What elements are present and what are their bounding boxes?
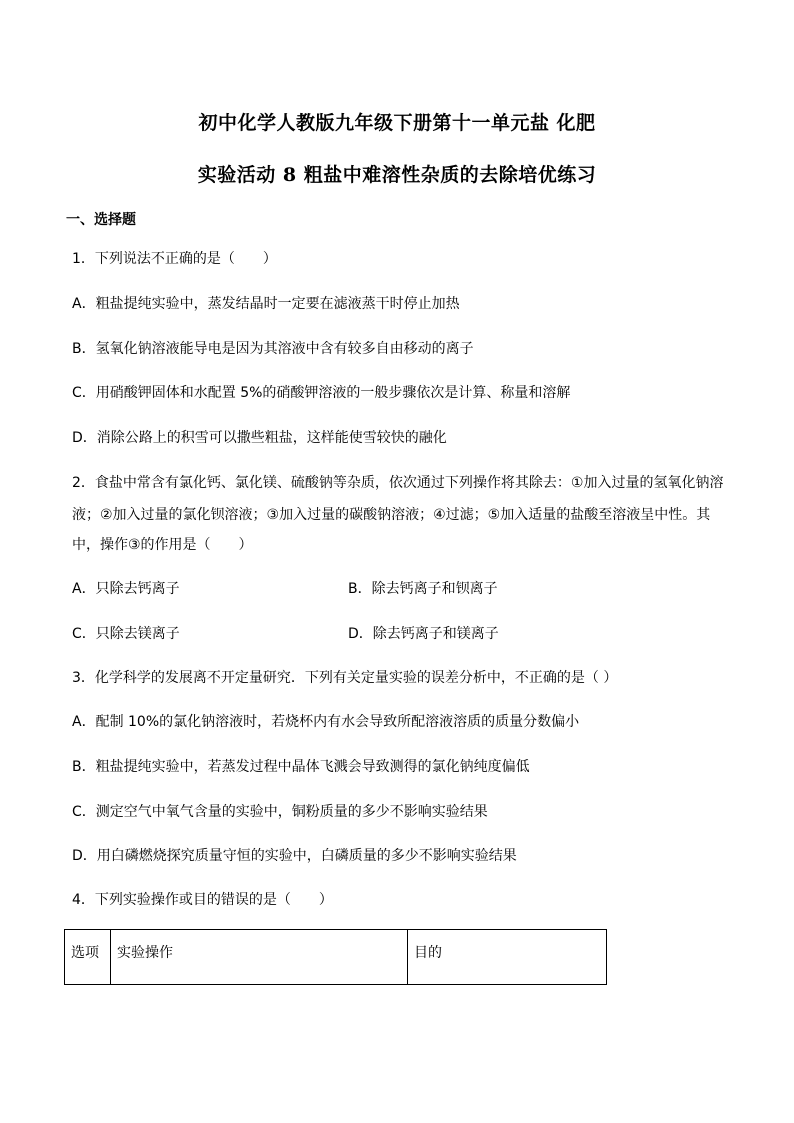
q1-option-b: B．氢氧化钠溶液能导电是因为其溶液中含有较多自由移动的离子: [72, 341, 474, 357]
q2-stem-line-3: 中，操作③的作用是（ ）: [72, 537, 253, 553]
table-header-row: [65, 930, 607, 985]
q1-option-d: D．消除公路上的积雪可以撒些粗盐，这样能使雪较快的融化: [72, 430, 447, 446]
q3-option-c: C．测定空气中氧气含量的实验中，铜粉质量的多少不影响实验结果: [72, 804, 488, 820]
q3-stem: 3．化学科学的发展离不开定量研究．下列有关定量实验的误差分析中，不正确的是（ ）: [72, 670, 618, 686]
q2-option-b: B．除去钙离子和钡离子: [348, 581, 498, 597]
q4-table: [64, 929, 607, 985]
q1-option-c: C．用硝酸钾固体和水配置 5%的硝酸钾溶液的一般步骤依次是计算、称量和溶解: [72, 385, 571, 401]
q1-stem: 1．下列说法不正确的是（ ）: [72, 251, 277, 267]
q3-option-a: A．配制 10%的氯化钠溶液时，若烧杯内有水会导致所配溶液溶质的质量分数偏小: [72, 714, 580, 730]
q2-stem-line-2: 液；②加入过量的氯化钡溶液；③加入过量的碳酸钠溶液；④过滤；⑤加入适量的盐酸至溶液呈中性。其: [72, 507, 711, 523]
table-header-purpose: 目的: [408, 930, 607, 985]
q4-stem: 4．下列实验操作或目的错误的是（ ）: [72, 892, 333, 908]
q3-option-d: D．用白磷燃烧探究质量守恒的实验中，白磷质量的多少不影响实验结果: [72, 848, 517, 864]
table-header-option: 选项: [65, 930, 111, 985]
q2-option-c: C．只除去镁离子: [72, 626, 180, 642]
q2-option-d: D．除去钙离子和镁离子: [348, 626, 499, 642]
table-header-operation: 实验操作: [111, 930, 408, 985]
doc-title-line-1: 初中化学人教版九年级下册第十一单元盐 化肥: [198, 112, 596, 134]
q3-option-b: B．粗盐提纯实验中，若蒸发过程中晶体飞溅会导致测得的氯化钠纯度偏低: [72, 759, 530, 775]
q2-option-a: A．只除去钙离子: [72, 581, 180, 597]
section-heading: 一、选择题: [66, 212, 136, 228]
doc-title-line-2: 实验活动 8 粗盐中难溶性杂质的去除培优练习: [197, 164, 597, 186]
q1-option-a: A．粗盐提纯实验中，蒸发结晶时一定要在滤液蒸干时停止加热: [72, 296, 460, 312]
q2-stem-line-1: 2．食盐中常含有氯化钙、氯化镁、硫酸钠等杂质，依次通过下列操作将其除去：①加入过量的氢氧化钠溶: [72, 475, 724, 491]
